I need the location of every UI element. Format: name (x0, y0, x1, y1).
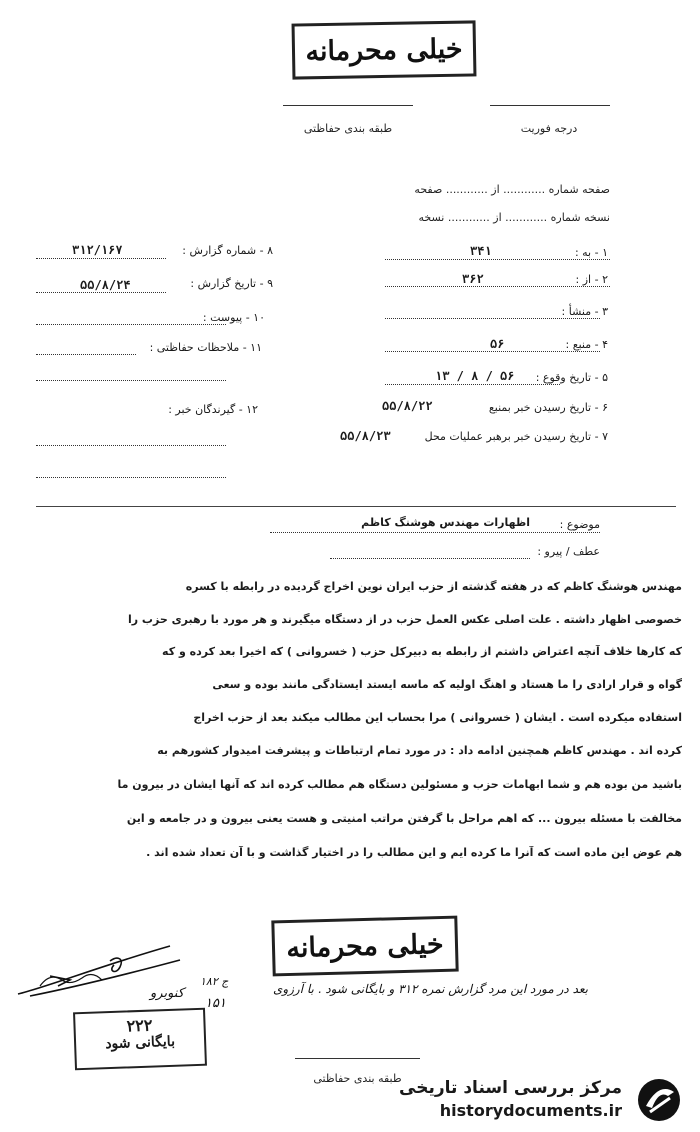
body-line: گواه و قرار ارادی را ما هستاد و اهنگ اولیه که ماسه ایستد ایستادگی مانند بوده و سعی (212, 678, 682, 691)
field-from-line (385, 286, 610, 287)
field-origin-label: ۳ - منشأ : (561, 305, 608, 318)
field-report-date-value: ۵۵/۸/۲۴ (80, 278, 131, 292)
field-origin-line (385, 318, 600, 319)
field-source-label: ۴ - منبع : (565, 338, 608, 351)
section-divider (36, 506, 676, 507)
classification-label: طبقه بندی حفاظتی (303, 122, 393, 135)
field-occurrence-date-line (385, 384, 560, 385)
field-occurrence-date-value: ۱۳ / ۸ / ۵۶ (435, 369, 515, 383)
top-confidential-stamp (292, 20, 477, 79)
field-security-notes-line-1 (36, 354, 136, 355)
body-line: که کارها خلاف آنچه اعتراض داشتم از رابطه به دبیرکل حزب ( خسروانی ) که اخیرا بعد کرده و که (162, 645, 682, 658)
field-report-number-value: ۳۱۲/۱۶۷ (72, 243, 123, 257)
subject-label: موضوع : (559, 518, 600, 531)
copy-number-line: نسخه شماره ............ از ............ نسخه (418, 211, 610, 224)
field-source-receipt-date-value: ۵۵/۸/۲۲ (382, 399, 433, 413)
field-from-label: ۲ - از : (575, 273, 608, 286)
field-to-label: ۱ - به : (574, 246, 608, 259)
bottom-confidential-stamp (271, 916, 458, 977)
field-from-value: ۳۶۲ (462, 272, 484, 286)
archive-stamp (73, 1008, 207, 1071)
subject-line (270, 532, 600, 533)
handwritten-note: بعد در مورد این مرد گزارش نمره ۳۱۲ و بایگانی شود . با آرزوی (272, 982, 588, 996)
page-number-line: صفحه شماره ............ از ............ صفحه (414, 183, 610, 196)
field-security-notes-label: ۱۱ - ملاحظات حفاظتی : (149, 341, 262, 354)
body-line: هم عوض این ماده است که آنرا ما کرده ایم و این مطالب را در اختیار گذاشت و با آن تعداد شده اند . (146, 846, 682, 859)
footer-classification-line (295, 1058, 420, 1059)
handwritten-ref-top: ج ۱۸۲ (200, 975, 229, 988)
body-line: خصوصی اظهار داشته . علت اصلی عکس العمل حزب در از دستگاه میگیرند و هر مورد با رهبری حزب را (128, 613, 682, 626)
field-recipients-line-2 (36, 477, 226, 478)
field-to-value: ۳۴۱ (470, 244, 492, 258)
field-security-notes-line-2 (36, 380, 226, 381)
body-line: باشید من بوده هم و شما ابهامات حزب و مسئولین دستگاه هم مطالب کرده اند که آنها ایشان در بیرون ما (117, 778, 682, 791)
top-stamp-text: خیلی محرمانه (305, 33, 463, 67)
field-to-line (385, 259, 610, 260)
handwritten-ref-number: ۱۵۱ (205, 996, 226, 1011)
field-operation-receipt-date-label: ۷ - تاریخ رسیدن خبر برهبر عملیات محل (424, 430, 608, 443)
field-occurrence-date-label: ۵ - تاریخ وقوع : (535, 371, 608, 384)
field-report-date-line (36, 292, 166, 293)
handwritten-signature-name: کنوبرو (150, 986, 184, 1001)
field-source-receipt-date-label: ۶ - تاریخ رسیدن خبر بمنبع (488, 401, 608, 414)
field-source-value: ۵۶ (490, 337, 505, 351)
priority-label: درجه فوریت (520, 122, 578, 135)
archive-stamp-number: ۲۲۲ (126, 1015, 153, 1036)
field-recipients-label: ۱۲ - گیرندگان خبر : (168, 403, 258, 416)
watermark-url[interactable]: historydocuments.ir (439, 1101, 622, 1120)
body-line: استفاده میکرده است . ایشان ( خسروانی ) مرا بحساب این مطالب میکند بعد از حزب اخراج (193, 711, 682, 724)
watermark-title: مرکز بررسی اسناد تاریخی (399, 1078, 622, 1098)
reference-label: عطف / پیرو : (537, 545, 600, 558)
subject-value: اظهارات مهندس هوشنگ کاظم (361, 516, 530, 529)
body-line: مهندس هوشنگ کاظم که در هفته گذشته از حزب ایران نوین اخراج گردیده در رابطه با کسره (185, 580, 682, 593)
reference-line (330, 558, 530, 559)
field-source-line (385, 351, 600, 352)
archive-center-logo-icon (628, 1076, 690, 1124)
body-line: کرده اند . مهندس کاظم همچنین ادامه داد : در مورد تمام ارتباطات و پیشرفت امیدوار کشورهم به (157, 744, 682, 757)
footer-classification-label: طبقه بندی حفاظتی (313, 1072, 402, 1085)
field-report-date-label: ۹ - تاریخ گزارش : (190, 277, 273, 290)
field-report-number-line (36, 258, 166, 259)
field-recipients-line-1 (36, 445, 226, 446)
field-attachment-line (36, 324, 226, 325)
field-attachment-label: ۱۰ - پیوست : (202, 311, 265, 324)
priority-line (490, 105, 610, 106)
archive-stamp-text: بایگانی شود (105, 1033, 176, 1053)
field-report-number-label: ۸ - شماره گزارش : (182, 244, 273, 257)
classification-line (283, 105, 413, 106)
bottom-stamp-text: خیلی محرمانه (286, 928, 444, 964)
body-line: مخالفت با مسئله بیرون ... که اهم مراحل با گرفتن مراتب امنیتی و هست یعنی بیرون و در جامعه و این (126, 812, 682, 825)
field-operation-receipt-date-value: ۵۵/۸/۲۳ (340, 429, 391, 443)
